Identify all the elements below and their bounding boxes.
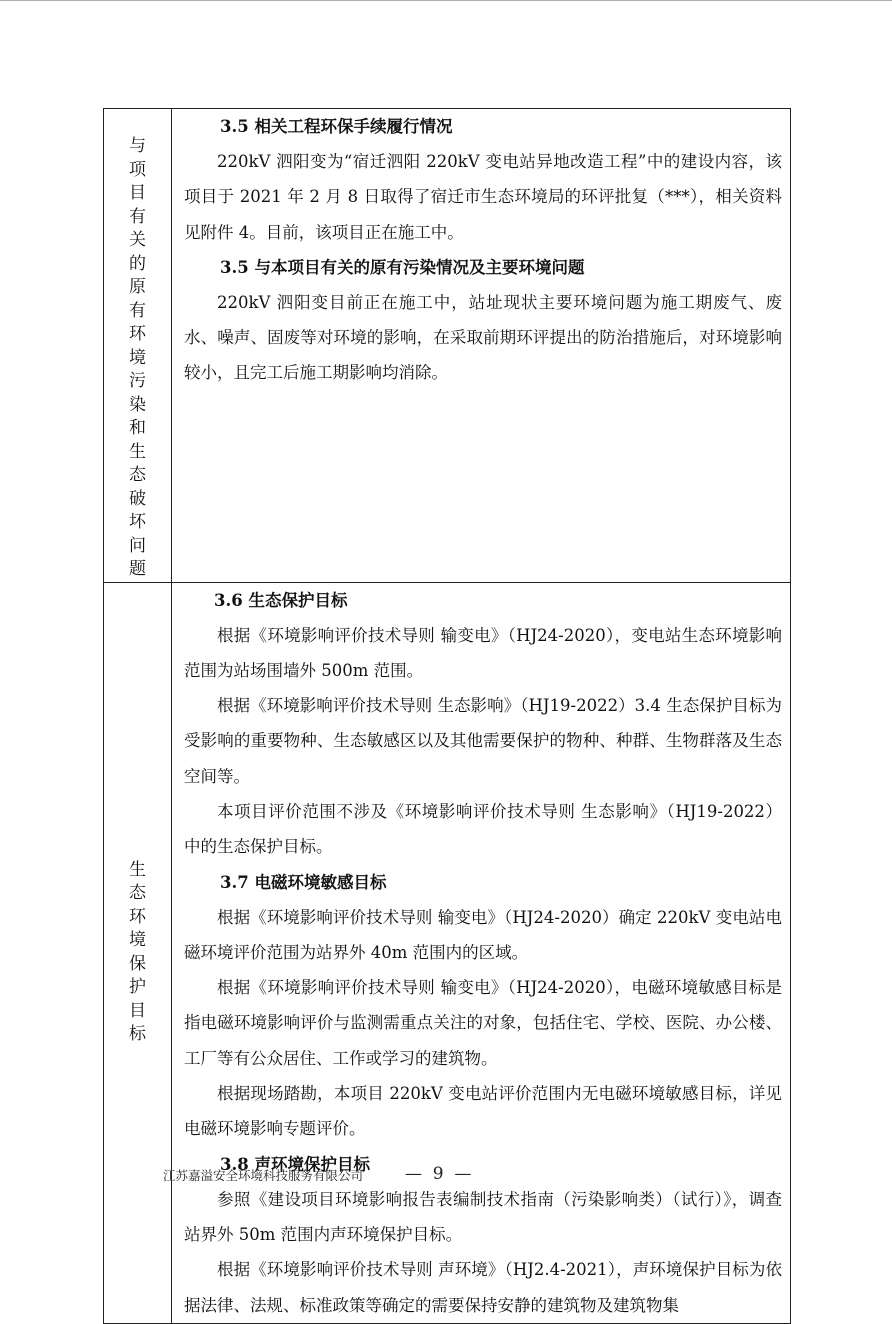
section-heading: 3.7 电磁环境敏感目标	[220, 872, 387, 892]
row-content-cell	[172, 582, 791, 1323]
document-table	[103, 108, 791, 1324]
top-rule	[0, 0, 892, 1]
row-label-cell	[104, 109, 172, 583]
row-label: 生态环境保护目标	[129, 859, 146, 1045]
section-heading: 3.6 生态保护目标	[214, 590, 348, 610]
paragraph: 根据《环境影响评价技术导则 声环境》（HJ2.4-2021），声环境保护目标为依据法律、法规、标准政策等确定的需要保持安静的建筑物及建筑物集	[184, 1260, 782, 1315]
paragraph: 根据《环境影响评价技术导则 生态影响》（HJ19-2022）3.4 生态保护目标为受影响的重要物种、生态敏感区以及其他需要保护的物种、种群、生物群落及生态空间等。	[184, 696, 782, 786]
paragraph: 220kV 泗阳变为“宿迁泗阳 220kV 变电站异地改造工程”中的建设内容，该项目于 2021 年 2 月 8 日取得了宿迁市生态环境局的环评批复（***），相关资料见附件 4。目前，该项目正在施工中。	[184, 152, 782, 242]
paragraph: 根据《环境影响评价技术导则 输变电》（HJ24-2020），电磁环境敏感目标是指电磁环境影响评价与监测需重点关注的对象，包括住宅、学校、医院、办公楼、工厂等有公众居住、工作或学习的建筑物。	[184, 978, 782, 1068]
paragraph: 本项目评价范围不涉及《环境影响评价技术导则 生态影响》（HJ19-2022）中的生态保护目标。	[184, 801, 782, 857]
section-heading: 3.5 相关工程环保手续履行情况	[220, 117, 453, 136]
paragraph: 根据《环境影响评价技术导则 输变电》（HJ24-2020），变电站生态环境影响范围为站场围墙外 500m 范围。	[184, 625, 782, 680]
table-row	[104, 109, 791, 583]
footer-company: 江苏嘉溢安全环境科技服务有限公司	[163, 1168, 364, 1183]
row-label-cell	[104, 582, 172, 1323]
row-label: 与项目有关的原有环境污染和生态破坏问题	[129, 136, 146, 579]
paragraph: 220kV 泗阳变目前正在施工中，站址现状主要环境问题为施工期废气、废水、噪声、固废等对环境的影响，在采取前期环评提出的防治措施后，对环境影响较小，且完工后施工期影响均消除。	[184, 292, 782, 383]
section-heading: 3.5 与本项目有关的原有污染情况及主要环境问题	[220, 257, 585, 277]
paragraph: 根据《环境影响评价技术导则 输变电》（HJ24-2020）确定 220kV 变电站电磁环境评价范围为站界外 40m 范围内的区域。	[184, 907, 782, 962]
row-content-cell	[172, 109, 791, 583]
section-heading: 3.8 声环境保护目标	[220, 1154, 370, 1174]
paragraph: 根据现场踏勘，本项目 220kV 变电站评价范围内无电磁环境敏感目标，详见电磁环境影响专题评价。	[184, 1084, 782, 1139]
table-row	[104, 582, 791, 1323]
page-number: — 9 —	[405, 1164, 472, 1184]
paragraph: 参照《建设项目环境影响报告表编制技术指南（污染影响类）（试行）》，调查站界外 50m 范围内声环境保护目标。	[184, 1189, 782, 1244]
